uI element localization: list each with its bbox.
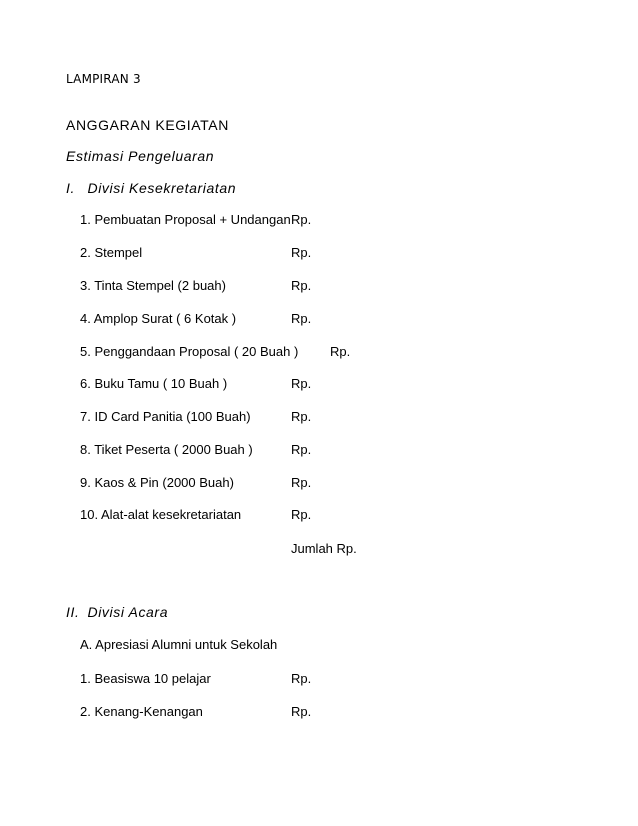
page-subtitle: Estimasi Pengeluaran: [66, 148, 215, 164]
budget-item-amount: Rp.: [291, 507, 312, 522]
budget-item-label: 3. Tinta Stempel (2 buah): [80, 278, 226, 293]
budget-item-amount: Rp.: [291, 704, 312, 719]
budget-item-label: 2. Stempel: [80, 245, 143, 260]
budget-item-label: 7. ID Card Panitia (100 Buah): [80, 409, 251, 424]
section-2-name: Divisi Acara: [87, 604, 169, 620]
budget-row: [80, 278, 560, 296]
budget-item-amount: Rp.: [291, 376, 312, 391]
budget-row: [80, 344, 560, 362]
budget-row: [80, 671, 560, 689]
budget-row: [80, 376, 560, 394]
page-title: ANGGARAN KEGIATAN: [66, 117, 229, 133]
budget-item-label: 10. Alat-alat kesekretariatan: [80, 507, 242, 522]
budget-item-amount: Rp.: [291, 671, 312, 686]
budget-item-amount: Rp.: [291, 245, 312, 260]
budget-item-label: 2. Kenang-Kenangan: [80, 704, 203, 719]
budget-item-label: 9. Kaos & Pin (2000 Buah): [80, 475, 234, 490]
budget-item-amount: Rp.: [291, 311, 312, 326]
section-2-number: II.: [66, 604, 80, 620]
section-1-number: I.: [66, 180, 75, 196]
section-1-name: Divisi Kesekretariatan: [87, 180, 237, 196]
budget-item-amount: Rp.: [330, 344, 351, 359]
budget-row: [80, 245, 560, 263]
budget-item-amount: Rp.: [291, 278, 312, 293]
budget-item-label: 6. Buku Tamu ( 10 Buah ): [80, 376, 228, 391]
budget-row: [80, 409, 560, 427]
budget-item-label: 8. Tiket Peserta ( 2000 Buah ): [80, 442, 253, 457]
budget-item-amount: Rp.: [291, 442, 312, 457]
budget-row: [80, 212, 560, 230]
section-1-title: [66, 180, 236, 196]
subsection-title: A. Apresiasi Alumni untuk Sekolah: [80, 637, 278, 652]
budget-item-label: 1. Beasiswa 10 pelajar: [80, 671, 211, 686]
attachment-label: LAMPIRAN 3: [66, 72, 141, 86]
budget-row: [80, 475, 560, 493]
budget-item-amount: Rp.: [291, 212, 312, 227]
budget-item-amount: Rp.: [291, 475, 312, 490]
budget-item-label: 4. Amplop Surat ( 6 Kotak ): [80, 311, 237, 326]
budget-row: [80, 507, 560, 525]
section-1-total: Jumlah Rp.: [291, 541, 357, 556]
budget-item-label: 5. Penggandaan Proposal ( 20 Buah ): [80, 344, 299, 359]
section-2-title: [66, 604, 168, 620]
budget-row: [80, 442, 560, 460]
budget-row: [80, 311, 560, 329]
budget-item-amount: Rp.: [291, 409, 312, 424]
budget-row: [80, 704, 560, 722]
budget-item-label: 1. Pembuatan Proposal + Undangan: [80, 212, 291, 227]
